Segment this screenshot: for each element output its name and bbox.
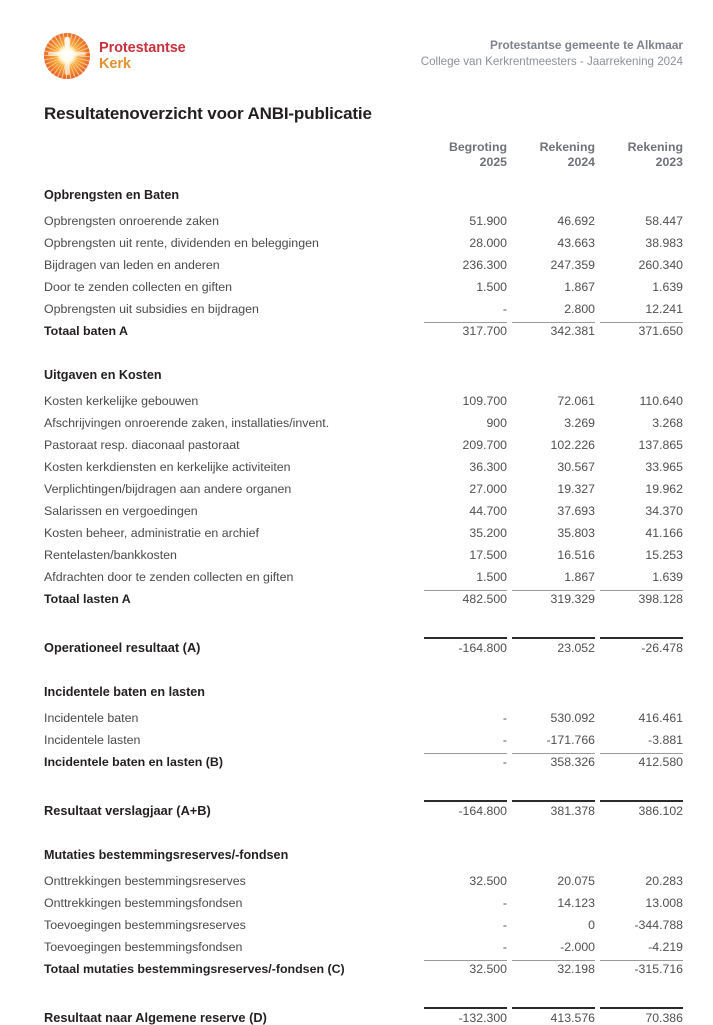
- row-value: 1.500: [476, 279, 507, 294]
- row-value: 317.700: [462, 323, 507, 338]
- organisation-block: [421, 37, 683, 70]
- row-value: 416.461: [638, 710, 683, 725]
- row-label: Onttrekkingen bestemmingsreserves: [44, 873, 246, 888]
- row-label: Onttrekkingen bestemmingsfondsen: [44, 895, 243, 910]
- row-value: -: [502, 301, 507, 316]
- section-heading-expenses: [44, 354, 683, 386]
- section-heading-income: [44, 174, 683, 206]
- total-row-baten-a: [44, 323, 683, 338]
- table-row: [44, 250, 683, 272]
- row-value: 3.268: [652, 415, 683, 430]
- row-value: 72.061: [557, 393, 595, 408]
- row-label: Incidentele baten: [44, 710, 139, 725]
- row-value: 19.962: [645, 481, 683, 496]
- row-value: -315.716: [634, 961, 683, 976]
- row-value: -132.300: [458, 1010, 507, 1025]
- row-value: -344.788: [634, 917, 683, 932]
- row-value: 2.800: [564, 301, 595, 316]
- row-value: 28.000: [469, 235, 507, 250]
- result-rule: [44, 632, 683, 639]
- row-value: 44.700: [469, 503, 507, 518]
- row-value: -: [502, 939, 507, 954]
- row-value: -: [502, 917, 507, 932]
- row-value: 17.500: [469, 547, 507, 562]
- row-value: 247.359: [550, 257, 595, 272]
- table-row: [44, 562, 683, 584]
- row-value: 32.500: [469, 873, 507, 888]
- row-value: 37.693: [557, 503, 595, 518]
- row-value: 109.700: [462, 393, 507, 408]
- row-label: Salarissen en vergoedingen: [44, 503, 198, 518]
- row-label: Toevoegingen bestemmingsfondsen: [44, 939, 243, 954]
- column-header-name: Begroting: [448, 140, 507, 154]
- row-label: Pastoraat resp. diaconaal pastoraat: [44, 437, 240, 452]
- result-row-year: [44, 802, 683, 818]
- column-header-rekening-2024: [507, 140, 595, 174]
- row-value: -: [502, 895, 507, 910]
- row-value: 398.128: [638, 591, 683, 606]
- section-heading-text: Opbrengsten en Baten: [44, 187, 180, 202]
- section-heading-text: Uitgaven en Kosten: [44, 367, 162, 382]
- table-row: [44, 408, 683, 430]
- row-value: 33.965: [645, 459, 683, 474]
- total-row-lasten-a: [44, 591, 683, 606]
- row-value: 0: [588, 917, 595, 932]
- row-label: Opbrengsten uit subsidies en bijdragen: [44, 301, 259, 316]
- row-label: Rentelasten/bankkosten: [44, 547, 177, 562]
- row-value: 32.198: [557, 961, 595, 976]
- organisation-subtitle: College van Kerkrentmeesters - Jaarrekening 2024: [420, 54, 683, 68]
- row-value: 1.867: [564, 569, 595, 584]
- result-row-operational: [44, 639, 683, 655]
- row-value: 27.000: [469, 481, 507, 496]
- row-value: 319.329: [550, 591, 595, 606]
- row-value: 19.327: [557, 481, 595, 496]
- table-row: [44, 910, 683, 932]
- row-value: -: [502, 754, 507, 769]
- row-value: 1.639: [652, 279, 683, 294]
- row-value: 381.378: [550, 803, 595, 818]
- row-label: Totaal mutaties bestemmingsreserves/-fondsen (C): [44, 961, 345, 976]
- row-value: 35.200: [469, 525, 507, 540]
- brand-line-1: Protestantse: [99, 39, 186, 56]
- row-label: Operationeel resultaat (A): [44, 639, 201, 655]
- row-value: 3.269: [564, 415, 595, 430]
- row-value: 16.516: [557, 547, 595, 562]
- result-row-general-reserve: [44, 1009, 683, 1025]
- row-label: Incidentele baten en lasten (B): [44, 754, 224, 769]
- row-value: 23.052: [557, 640, 595, 655]
- row-value: -: [502, 710, 507, 725]
- table-row: [44, 272, 683, 294]
- row-label: Kosten kerkdiensten en kerkelijke activiteiten: [44, 459, 291, 474]
- result-rule: [44, 1002, 683, 1009]
- row-value: 371.650: [638, 323, 683, 338]
- table-row: [44, 725, 683, 747]
- column-header-label: [44, 140, 419, 174]
- row-value: 358.326: [550, 754, 595, 769]
- row-value: 110.640: [639, 393, 683, 408]
- table-row: [44, 866, 683, 888]
- row-value: 137.865: [638, 437, 683, 452]
- row-value: 30.567: [557, 459, 595, 474]
- row-label: Totaal lasten A: [44, 591, 131, 606]
- table-row: [44, 228, 683, 250]
- row-value: -: [502, 732, 507, 747]
- row-value: -26.478: [641, 640, 683, 655]
- row-value: 236.300: [462, 257, 507, 272]
- row-value: 412.580: [638, 754, 683, 769]
- column-header-name: Rekening: [539, 140, 595, 154]
- column-header-name: Rekening: [627, 140, 683, 154]
- table-row: [44, 294, 683, 316]
- row-value: 36.300: [469, 459, 507, 474]
- row-value: -4.219: [648, 939, 683, 954]
- table-row: [44, 452, 683, 474]
- subtotal-rule: [44, 747, 683, 754]
- section-heading-text: Incidentele baten en lasten: [44, 684, 205, 699]
- column-header-year: 2023: [655, 155, 683, 170]
- row-value: -164.800: [458, 803, 507, 818]
- table-row: [44, 474, 683, 496]
- row-value: 413.576: [550, 1010, 595, 1025]
- row-value: 530.092: [550, 710, 595, 725]
- row-value: 20.075: [557, 873, 595, 888]
- row-value: 1.500: [476, 569, 507, 584]
- row-value: 1.867: [564, 279, 595, 294]
- row-value: 51.900: [469, 213, 507, 228]
- row-value: -2.000: [560, 939, 595, 954]
- section-heading-text: Mutaties bestemmingsreserves/-fondsen: [44, 847, 289, 862]
- row-label: Opbrengsten onroerende zaken: [44, 213, 219, 228]
- row-value: 13.008: [645, 895, 683, 910]
- row-value: 70.386: [645, 1010, 683, 1025]
- row-value: 20.283: [645, 873, 683, 888]
- row-value: -3.881: [648, 732, 683, 747]
- subtotal-rule: [44, 954, 683, 961]
- table-row: [44, 518, 683, 540]
- row-value: 12.241: [645, 301, 683, 316]
- subtotal-rule: [44, 584, 683, 591]
- table-row: [44, 540, 683, 562]
- row-value: 209.700: [462, 437, 507, 452]
- brand-logo: [44, 33, 186, 79]
- table-row: [44, 888, 683, 910]
- column-header-year: 2024: [567, 155, 595, 170]
- table-row: [44, 496, 683, 518]
- row-value: 46.692: [557, 213, 595, 228]
- row-value: 1.639: [652, 569, 683, 584]
- row-value: 260.340: [638, 257, 683, 272]
- row-value: 482.500: [462, 591, 507, 606]
- total-row-incidental-b: [44, 754, 683, 769]
- table-row: [44, 703, 683, 725]
- row-label: Bijdragen van leden en anderen: [44, 257, 220, 272]
- table-row: [44, 430, 683, 452]
- row-value: 102.226: [550, 437, 595, 452]
- result-rule: [44, 795, 683, 802]
- row-label: Kosten kerkelijke gebouwen: [44, 393, 199, 408]
- subtotal-rule: [44, 316, 683, 323]
- row-label: Opbrengsten uit rente, dividenden en beleggingen: [44, 235, 319, 250]
- row-label: Resultaat verslagjaar (A+B): [44, 802, 211, 818]
- row-value: 38.983: [645, 235, 683, 250]
- row-value: 14.123: [557, 895, 595, 910]
- table-row: [44, 386, 683, 408]
- row-value: -171.766: [546, 732, 595, 747]
- row-value: 15.253: [645, 547, 683, 562]
- table-row: [44, 932, 683, 954]
- row-label: Afdrachten door te zenden collecten en giften: [44, 569, 294, 584]
- section-heading-incidental: [44, 671, 683, 703]
- row-label: Toevoegingen bestemmingsreserves: [44, 917, 246, 932]
- row-value: 342.381: [550, 323, 595, 338]
- protestantse-kerk-sunburst-cross-icon: [44, 33, 90, 79]
- row-value: 58.447: [645, 213, 683, 228]
- section-heading-mutations: [44, 834, 683, 866]
- row-value: -164.800: [458, 640, 507, 655]
- row-value: 32.500: [469, 961, 507, 976]
- row-value: 41.166: [645, 525, 683, 540]
- row-value: 43.663: [557, 235, 595, 250]
- row-value: 900: [486, 415, 507, 430]
- column-header-rekening-2023: [595, 140, 683, 174]
- row-label: Totaal baten A: [44, 323, 128, 338]
- column-header-year: 2025: [479, 155, 507, 170]
- row-label: Resultaat naar Algemene reserve (D): [44, 1009, 267, 1025]
- table-row: [44, 206, 683, 228]
- row-label: Door te zenden collecten en giften: [44, 279, 233, 294]
- row-label: Afschrijvingen onroerende zaken, installaties/invent.: [44, 415, 330, 430]
- row-label: Verplichtingen/bijdragen aan andere organen: [44, 481, 292, 496]
- document-header: [44, 30, 683, 86]
- column-header-begroting-2025: [419, 140, 507, 174]
- organisation-name: Protestantse gemeente te Alkmaar: [490, 38, 683, 52]
- row-value: 34.370: [645, 503, 683, 518]
- brand-wordmark: [99, 40, 186, 72]
- row-value: 386.102: [638, 803, 683, 818]
- row-label: Incidentele lasten: [44, 732, 141, 747]
- page-title: Resultatenoverzicht voor ANBI-publicatie: [44, 104, 372, 123]
- brand-line-2: Kerk: [99, 56, 131, 72]
- results-table: [44, 140, 683, 1025]
- row-label: Kosten beheer, administratie en archief: [44, 525, 259, 540]
- table-column-headers: [44, 140, 683, 174]
- row-value: 35.803: [557, 525, 595, 540]
- total-row-mutations-c: [44, 961, 683, 976]
